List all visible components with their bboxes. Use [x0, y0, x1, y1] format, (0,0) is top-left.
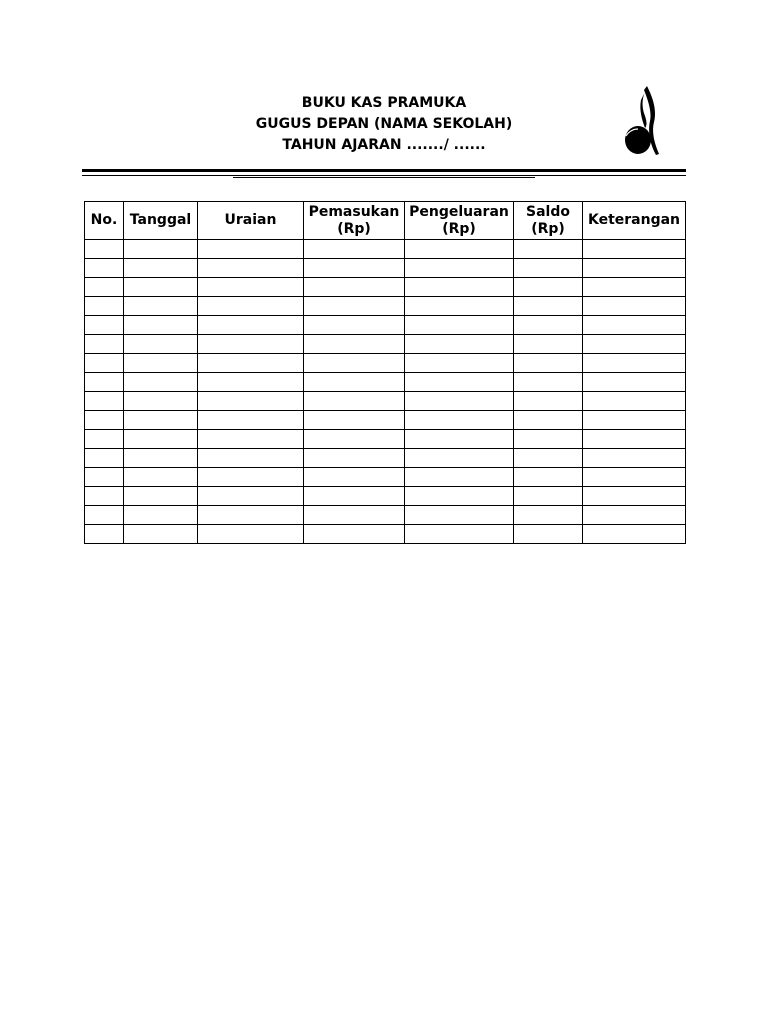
table-cell[interactable] [405, 297, 514, 316]
table-header-row [85, 202, 686, 240]
table-cell[interactable] [304, 354, 405, 373]
column-header-keterangan [583, 202, 686, 240]
column-header-pengeluaran [405, 202, 514, 240]
table-row [85, 354, 686, 373]
table-row [85, 411, 686, 430]
table-cell[interactable] [514, 487, 583, 506]
header-label: Saldo [526, 203, 570, 220]
table-cell[interactable] [405, 449, 514, 468]
table-cell[interactable] [124, 468, 198, 487]
table-cell[interactable] [85, 487, 124, 506]
table-cell[interactable] [583, 411, 686, 430]
table-row [85, 316, 686, 335]
header-label: No. [90, 212, 118, 228]
table-row [85, 430, 686, 449]
table-cell[interactable] [514, 278, 583, 297]
table-cell[interactable] [85, 297, 124, 316]
table-cell[interactable] [124, 525, 198, 544]
table-cell[interactable] [304, 411, 405, 430]
table-cell[interactable] [304, 373, 405, 392]
group-line: GUGUS DEPAN (NAMA SEKOLAH) [255, 116, 513, 132]
table-row [85, 278, 686, 297]
table-row [85, 506, 686, 525]
table-cell[interactable] [198, 392, 304, 411]
table-cell[interactable] [304, 297, 405, 316]
table-cell[interactable] [583, 354, 686, 373]
header-label: Tanggal [129, 212, 192, 228]
table-cell[interactable] [85, 316, 124, 335]
table-cell[interactable] [304, 525, 405, 544]
table-cell[interactable] [198, 487, 304, 506]
table-cell[interactable] [198, 468, 304, 487]
table-cell[interactable] [85, 411, 124, 430]
table-cell[interactable] [514, 449, 583, 468]
table-cell[interactable] [405, 316, 514, 335]
table-cell[interactable] [198, 430, 304, 449]
table-cell[interactable] [304, 278, 405, 297]
table-cell[interactable] [198, 335, 304, 354]
table-cell[interactable] [304, 392, 405, 411]
table-cell[interactable] [514, 430, 583, 449]
column-header-uraian [198, 202, 304, 240]
header-unit: (Rp) [531, 220, 565, 237]
table-cell[interactable] [124, 411, 198, 430]
table-cell[interactable] [304, 487, 405, 506]
table-cell[interactable] [583, 487, 686, 506]
table-cell[interactable] [198, 373, 304, 392]
table-cell[interactable] [583, 373, 686, 392]
table-cell[interactable] [198, 411, 304, 430]
table-body [85, 240, 686, 544]
header-label: Pemasukan [308, 203, 400, 220]
table-cell[interactable] [124, 487, 198, 506]
header-label: Pengeluaran [409, 203, 509, 220]
table-cell[interactable] [124, 430, 198, 449]
header-label: Uraian [224, 212, 277, 228]
table-cell[interactable] [514, 392, 583, 411]
table-cell[interactable] [405, 278, 514, 297]
table-cell[interactable] [514, 354, 583, 373]
pramuka-tunas-kelapa-icon [623, 84, 661, 156]
table-cell[interactable] [124, 373, 198, 392]
title-line: BUKU KAS PRAMUKA [301, 95, 467, 111]
table-cell[interactable] [405, 354, 514, 373]
table-cell[interactable] [85, 354, 124, 373]
column-header-pemasukan [304, 202, 405, 240]
table-row [85, 240, 686, 259]
table-cell[interactable] [514, 316, 583, 335]
table-cell[interactable] [583, 259, 686, 278]
table-cell[interactable] [304, 240, 405, 259]
table-cell[interactable] [85, 525, 124, 544]
table-cell[interactable] [514, 259, 583, 278]
table-cell[interactable] [124, 354, 198, 373]
table-cell[interactable] [124, 259, 198, 278]
table-cell[interactable] [583, 297, 686, 316]
cash-ledger-table [84, 201, 686, 544]
table-cell[interactable] [124, 506, 198, 525]
table-cell[interactable] [583, 392, 686, 411]
table-cell[interactable] [514, 525, 583, 544]
table-row [85, 335, 686, 354]
table-cell[interactable] [514, 506, 583, 525]
table-cell[interactable] [304, 449, 405, 468]
header-unit: (Rp) [442, 220, 476, 237]
table-cell[interactable] [405, 240, 514, 259]
table-cell[interactable] [514, 297, 583, 316]
table-cell[interactable] [405, 430, 514, 449]
table-cell[interactable] [198, 297, 304, 316]
table-cell[interactable] [85, 430, 124, 449]
table-cell[interactable] [304, 259, 405, 278]
table-cell[interactable] [85, 335, 124, 354]
table-row [85, 487, 686, 506]
table-cell[interactable] [304, 335, 405, 354]
table-cell[interactable] [405, 487, 514, 506]
table-cell[interactable] [514, 468, 583, 487]
table-cell[interactable] [583, 506, 686, 525]
table-cell[interactable] [198, 506, 304, 525]
table-cell[interactable] [85, 278, 124, 297]
table-cell[interactable] [198, 525, 304, 544]
table-row [85, 259, 686, 278]
table-cell[interactable] [85, 259, 124, 278]
document-header [84, 93, 684, 156]
table-row [85, 525, 686, 544]
table-cell[interactable] [583, 468, 686, 487]
table-cell[interactable] [124, 278, 198, 297]
table-cell[interactable] [405, 259, 514, 278]
table-cell[interactable] [85, 373, 124, 392]
table-cell[interactable] [85, 392, 124, 411]
header-divider-thick [82, 169, 686, 172]
table-cell[interactable] [583, 449, 686, 468]
header-unit: (Rp) [337, 220, 371, 237]
table-cell[interactable] [124, 297, 198, 316]
table-cell[interactable] [583, 430, 686, 449]
table-cell[interactable] [405, 335, 514, 354]
table-cell[interactable] [304, 468, 405, 487]
header-divider-short [233, 177, 535, 178]
table-cell[interactable] [405, 411, 514, 430]
table-cell[interactable] [405, 525, 514, 544]
table-cell[interactable] [583, 316, 686, 335]
column-header-tanggal [124, 202, 198, 240]
table-cell[interactable] [85, 506, 124, 525]
table-row [85, 392, 686, 411]
table-cell[interactable] [304, 316, 405, 335]
table-cell[interactable] [514, 240, 583, 259]
table-cell[interactable] [405, 373, 514, 392]
table-cell[interactable] [514, 335, 583, 354]
table-row [85, 468, 686, 487]
table-cell[interactable] [405, 392, 514, 411]
table-cell[interactable] [85, 240, 124, 259]
table-cell[interactable] [85, 468, 124, 487]
table-cell[interactable] [304, 430, 405, 449]
table-cell[interactable] [583, 278, 686, 297]
table-row [85, 373, 686, 392]
table-cell[interactable] [198, 240, 304, 259]
table-cell[interactable] [124, 316, 198, 335]
table-cell[interactable] [124, 392, 198, 411]
header-divider-thin [82, 175, 686, 176]
table-cell[interactable] [198, 259, 304, 278]
table-cell[interactable] [198, 316, 304, 335]
school-year-line: TAHUN AJARAN ......./ ...... [282, 137, 486, 153]
column-header-saldo [514, 202, 583, 240]
table-cell[interactable] [198, 449, 304, 468]
table-cell[interactable] [514, 411, 583, 430]
table-cell[interactable] [198, 354, 304, 373]
table-cell[interactable] [124, 449, 198, 468]
table-cell[interactable] [198, 278, 304, 297]
table-cell[interactable] [583, 240, 686, 259]
column-header-no [85, 202, 124, 240]
header-label: Keterangan [587, 212, 681, 228]
table-row [85, 449, 686, 468]
table-cell[interactable] [405, 468, 514, 487]
table-cell[interactable] [583, 525, 686, 544]
table-row [85, 297, 686, 316]
table-cell[interactable] [124, 240, 198, 259]
table-cell[interactable] [405, 506, 514, 525]
table-cell[interactable] [514, 373, 583, 392]
table-cell[interactable] [583, 335, 686, 354]
table-cell[interactable] [85, 449, 124, 468]
table-cell[interactable] [304, 506, 405, 525]
table-cell[interactable] [124, 335, 198, 354]
